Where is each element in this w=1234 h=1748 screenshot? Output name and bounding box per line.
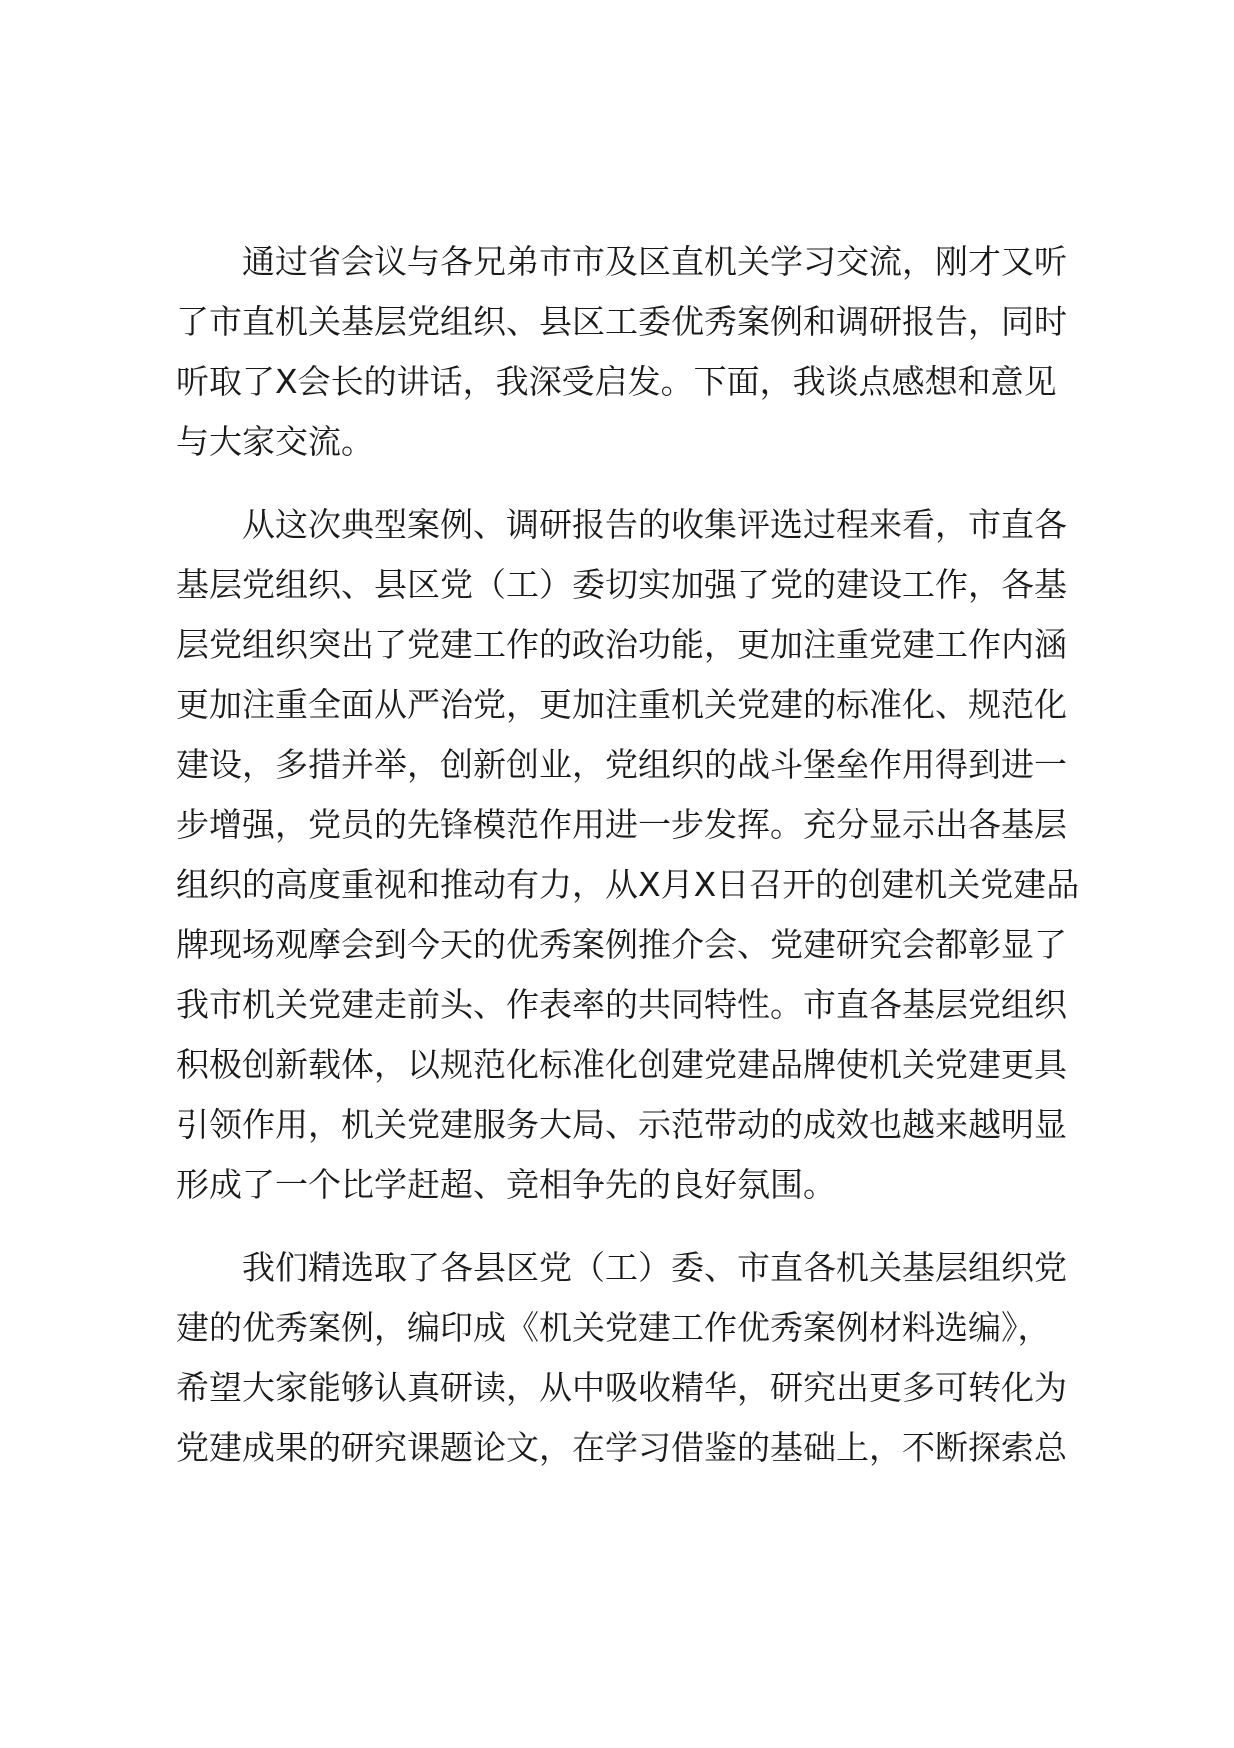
- paragraph-2-line-6: 步增强，党员的先锋模范作用进一步发挥。充分显示出各基层: [176, 805, 1067, 844]
- document-body: [176, 232, 1104, 1478]
- paragraph-1-line-1: 通过省会议与各兄弟市市及区直机关学习交流，刚才又听: [242, 242, 1067, 281]
- paragraph-3-line-3: 希望大家能够认真研读，从中吸收精华，研究出更多可转化为: [176, 1368, 1067, 1407]
- paragraph-2-line-11: 引领作用，机关党建服务大局、示范带动的成效也越来越明显: [176, 1105, 1067, 1144]
- paragraph-3-line-1: 我们精选取了各县区党（工）委、市直各机关基层组织党: [242, 1248, 1067, 1287]
- paragraph-1-line-4: 与大家交流。: [176, 422, 374, 461]
- paragraph-1-line-2: 了市直机关基层党组织、县区工委优秀案例和调研报告，同时: [176, 302, 1067, 341]
- paragraph-spacer: [176, 472, 1104, 495]
- paragraph-2-line-5: 建设，多措并举，创新创业，党组织的战斗堡垒作用得到进一: [176, 745, 1067, 784]
- paragraph-1-line-3: 听取了X会长的讲话，我深受启发。下面，我谈点感想和意见: [176, 362, 1057, 401]
- paragraph-2-line-4: 更加注重全面从严治党，更加注重机关党建的标准化、规范化: [176, 685, 1067, 724]
- paragraph-3-line-4: 党建成果的研究课题论文，在学习借鉴的基础上，不断探索总: [176, 1428, 1067, 1467]
- paragraph-3-line-2: 建的优秀案例，编印成《机关党建工作优秀案例材料选编》，: [176, 1308, 1051, 1347]
- paragraph-2-line-10: 积极创新载体，以规范化标准化创建党建品牌使机关党建更具: [176, 1045, 1067, 1084]
- paragraph-2-line-1: 从这次典型案例、调研报告的收集评选过程来看，市直各: [242, 505, 1067, 544]
- paragraph-2-line-2: 基层党组织、县区党（工）委切实加强了党的建设工作，各基: [176, 565, 1067, 604]
- paragraph-2-line-8: 牌现场观摩会到今天的优秀案例推介会、党建研究会都彰显了: [176, 925, 1067, 964]
- paragraph-2-line-12: 形成了一个比学赶超、竞相争先的良好氛围。: [176, 1165, 836, 1204]
- paragraph-2-line-3: 层党组织突出了党建工作的政治功能，更加注重党建工作内涵: [176, 625, 1067, 664]
- paragraph-2-line-7: 组织的高度重视和推动有力，从X月X日召开的创建机关党建品: [176, 865, 1080, 904]
- paragraph-spacer: [176, 1215, 1104, 1238]
- paragraph-2-line-9: 我市机关党建走前头、作表率的共同特性。市直各基层党组织: [176, 985, 1067, 1024]
